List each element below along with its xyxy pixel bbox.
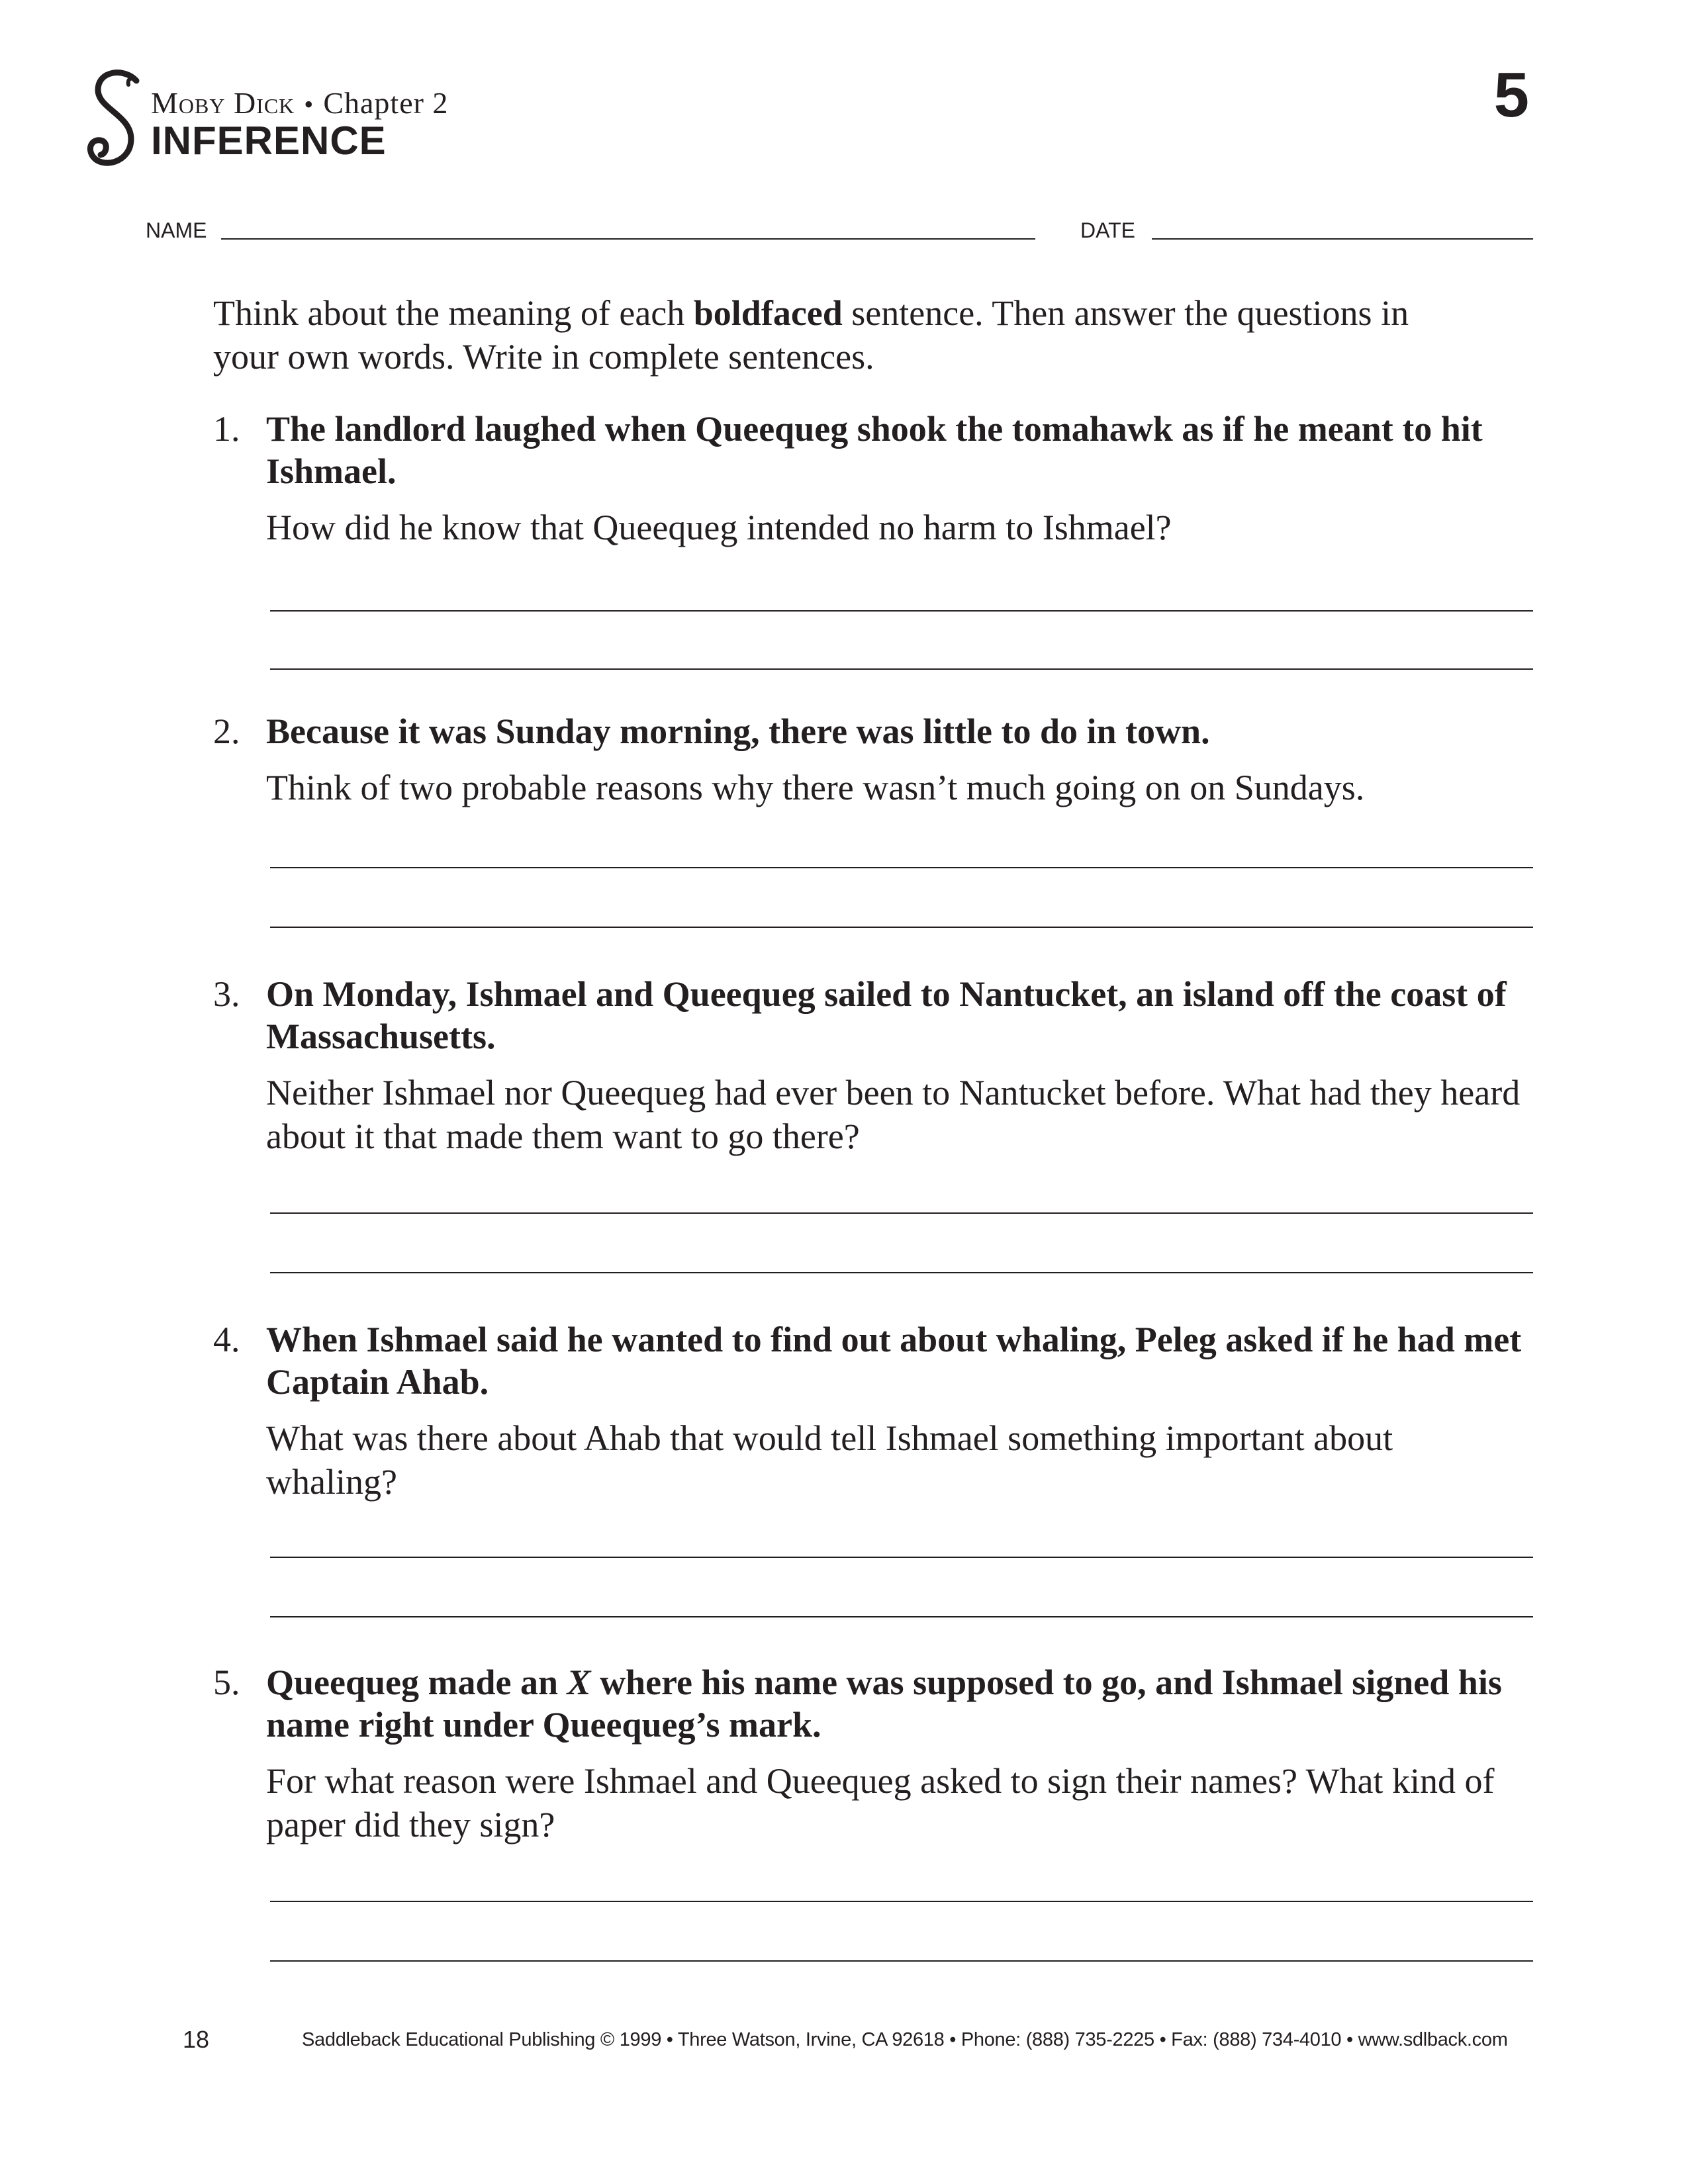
question-4 [213, 1318, 1537, 1504]
question-statement [213, 710, 1537, 752]
instructions [213, 291, 1471, 379]
instructions-text-start: Think about the meaning of each [213, 293, 694, 333]
statement-text: Because it was Sunday morning, there was little to do in town. [266, 711, 1210, 751]
question-statement [213, 973, 1537, 1058]
answer-line-3a[interactable] [270, 1212, 1533, 1214]
question-prompt: Think of two probable reasons why there wasn’t much going on on Sundays. [266, 768, 1365, 807]
section-heading: INFERENCE [151, 118, 387, 163]
question-2 [213, 710, 1537, 809]
publisher-footer: Saddleback Educational Publishing © 1999 • Three Watson, Irvine, CA 92618 • Phone: (888) 735-2225 • Fax: (888) 734-4010 • www.sdlback.com [302, 2029, 1508, 2050]
instructions-text-end: sentence. Then answer the questions in your own words. Write in complete sentences. [213, 293, 1409, 377]
answer-line-4a[interactable] [270, 1557, 1533, 1558]
question-number: 2. [213, 711, 240, 751]
question-statement [213, 408, 1537, 492]
answer-line-1b[interactable] [270, 668, 1533, 670]
question-1 [213, 408, 1537, 549]
book-title [151, 85, 448, 123]
answer-line-5b[interactable] [270, 1960, 1533, 1962]
title-separator: • [304, 89, 314, 119]
question-3 [213, 973, 1537, 1158]
answer-line-3b[interactable] [270, 1272, 1533, 1273]
question-5 [213, 1661, 1537, 1846]
script-s-logo-icon [78, 66, 151, 172]
question-prompt: What was there about Ahab that would tell Ishmael something important about whaling? [266, 1418, 1393, 1502]
answer-line-4b[interactable] [270, 1616, 1533, 1617]
question-number: 5. [213, 1662, 240, 1702]
instructions-bold-word: boldfaced [693, 293, 843, 333]
worksheet-number: 5 [1493, 60, 1529, 130]
statement-text: On Monday, Ishmael and Queequeg sailed to Nantucket, an island off the coast of Massachusetts. [266, 974, 1507, 1056]
name-label: NAME [146, 218, 207, 242]
statement-text-end: where his name was supposed to go, and Ishmael signed his name right under Queequeg’s mark. [266, 1662, 1502, 1745]
publisher-logo-icon [78, 66, 151, 172]
question-number: 4. [213, 1320, 240, 1359]
question-number: 1. [213, 409, 240, 449]
statement-text: The landlord laughed when Queequeg shook the tomahawk as if he meant to hit Ishmael. [266, 409, 1483, 491]
date-label: DATE [1080, 218, 1135, 242]
page-number: 18 [183, 2026, 210, 2053]
statement-text: When Ishmael said he wanted to find out about whaling, Peleg asked if he had met Captain Ahab. [266, 1320, 1522, 1402]
answer-line-2a[interactable] [270, 867, 1533, 868]
book-name: Moby Dick [151, 86, 295, 120]
question-prompt: For what reason were Ishmael and Queequeg asked to sign their names? What kind of paper did they sign? [266, 1761, 1495, 1844]
date-field[interactable] [1152, 238, 1533, 240]
question-prompt: Neither Ishmael nor Queequeg had ever been to Nantucket before. What had they heard about it that made them want to go there? [266, 1073, 1521, 1156]
chapter-label: Chapter 2 [323, 86, 449, 120]
statement-text-start: Queequeg made an [266, 1662, 567, 1702]
question-number: 3. [213, 974, 240, 1014]
question-statement [213, 1661, 1537, 1746]
answer-line-2b[interactable] [270, 927, 1533, 928]
question-prompt: How did he know that Queequeg intended no harm to Ishmael? [266, 508, 1172, 547]
question-statement [213, 1318, 1537, 1403]
statement-italic-x: X [567, 1662, 591, 1702]
answer-line-1a[interactable] [270, 610, 1533, 612]
name-field[interactable] [221, 238, 1035, 240]
answer-line-5a[interactable] [270, 1901, 1533, 1902]
